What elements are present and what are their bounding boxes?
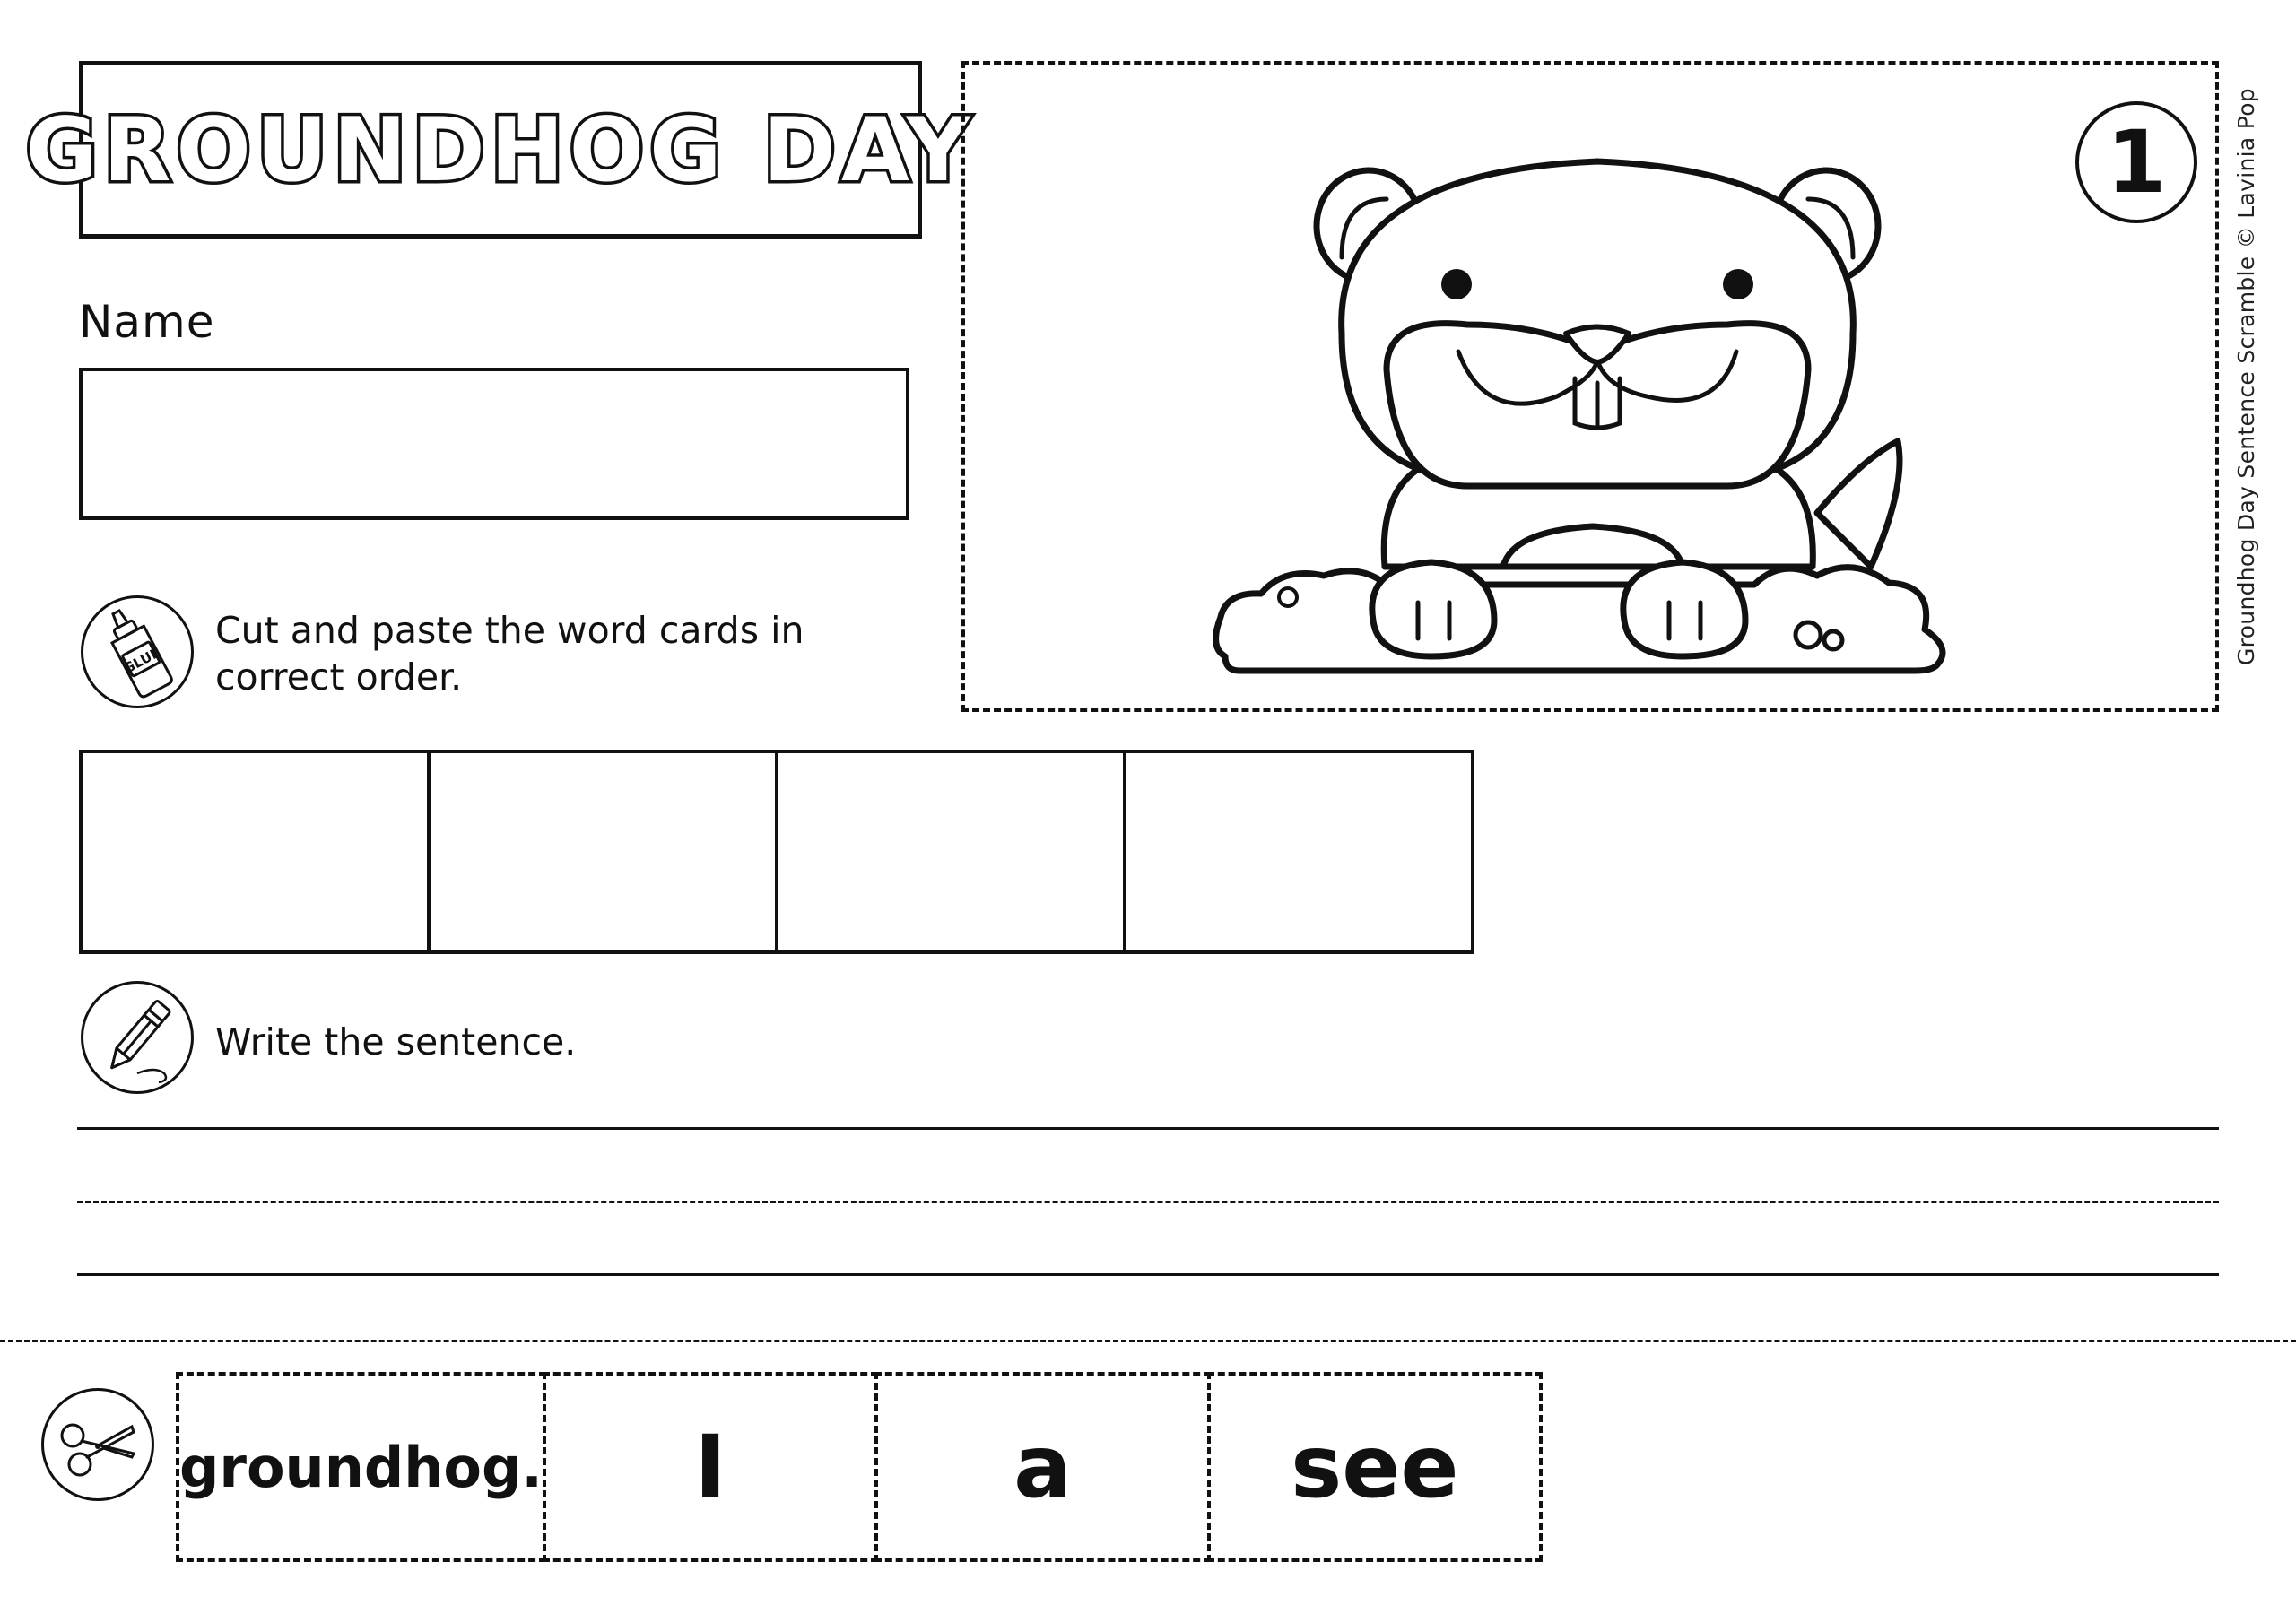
glue-label: GLUE <box>120 644 163 677</box>
word-cards <box>176 1372 1543 1562</box>
picture-frame <box>961 61 2219 712</box>
writing-line-top[interactable] <box>77 1127 2219 1130</box>
word-card[interactable]: a <box>874 1372 1210 1562</box>
scissors-icon <box>41 1388 154 1501</box>
name-label: Name <box>79 296 215 348</box>
pencil-icon <box>81 981 194 1094</box>
answer-boxes <box>79 750 1474 954</box>
writing-line-bottom[interactable] <box>77 1273 2219 1276</box>
worksheet-title: GROUNDHOG DAY <box>25 100 976 202</box>
cut-paste-instruction: Cut and paste the word cards in correct order. <box>215 609 804 699</box>
answer-box[interactable] <box>83 753 430 950</box>
glue-bottle-icon <box>81 595 194 708</box>
title-decorative <box>25 65 976 234</box>
cut-line <box>0 1340 2296 1342</box>
title-banner <box>25 61 976 239</box>
sentence-number-badge: 1 <box>2075 101 2197 223</box>
word-card[interactable]: see <box>1207 1372 1543 1562</box>
writing-line-middle <box>77 1201 2219 1203</box>
answer-box[interactable] <box>430 753 778 950</box>
groundhog-illustration <box>965 65 2215 708</box>
answer-box[interactable] <box>778 753 1126 950</box>
credit-text: Groundhog Day Sentence Scramble © Lavinia Pop <box>2233 88 2259 665</box>
write-instruction: Write the sentence. <box>215 1020 577 1063</box>
answer-box[interactable] <box>1126 753 1471 950</box>
word-card[interactable]: groundhog. <box>176 1372 546 1562</box>
word-card[interactable]: I <box>543 1372 878 1562</box>
name-field[interactable] <box>79 368 909 520</box>
